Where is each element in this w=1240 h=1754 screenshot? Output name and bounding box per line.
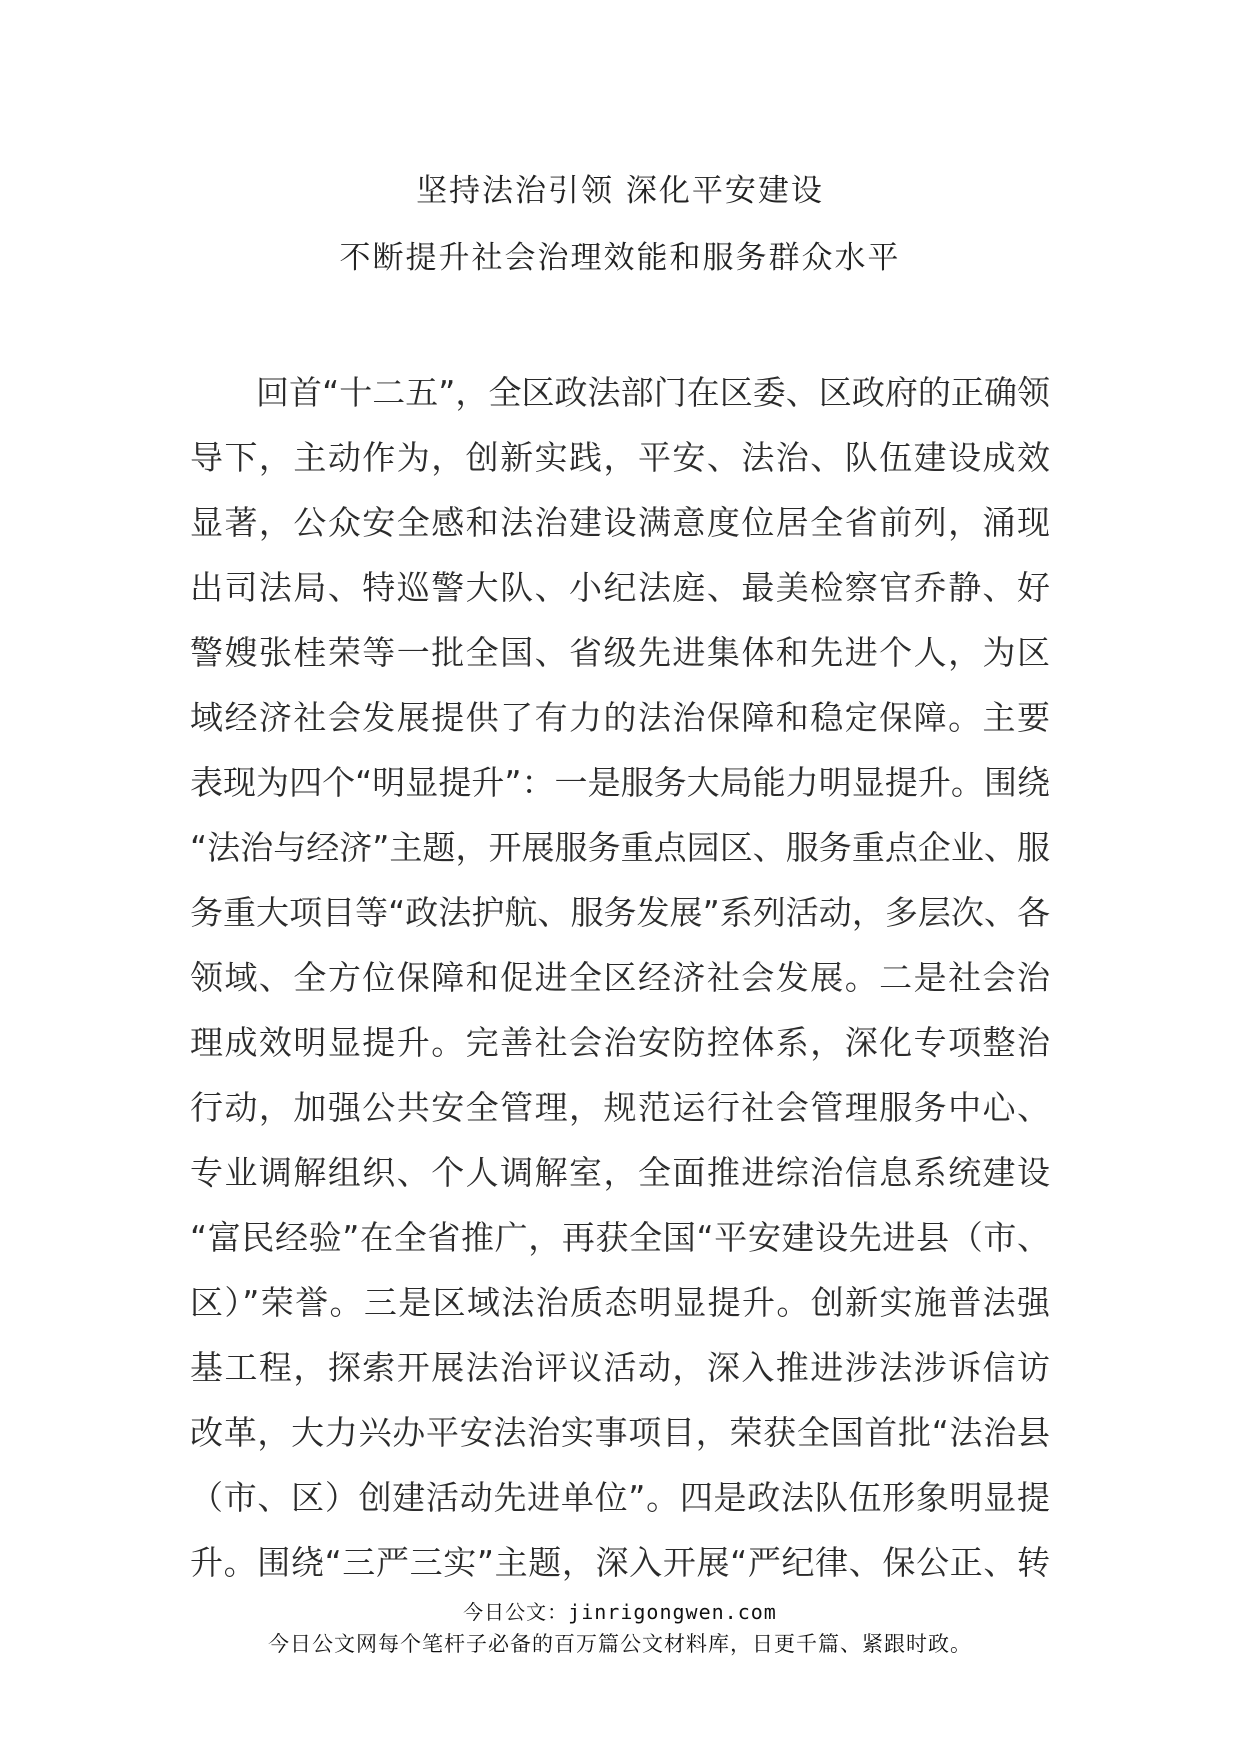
footer-brand-label: 今日公文： bbox=[463, 1600, 569, 1624]
document-title-line-2: 不断提升社会治理效能和服务群众水平 bbox=[339, 240, 901, 276]
body-line: 基工程，探索开展法治评议活动，深入推进涉法涉诉信访 bbox=[190, 1348, 1050, 1387]
body-line: 回首“十二五”，全区政法部门在区委、区政府的正确领 bbox=[256, 373, 1050, 412]
body-line: 警嫂张桂荣等一批全国、省级先进集体和先进个人，为区 bbox=[190, 633, 1050, 672]
body-line: 升。围绕“三严三实”主题，深入开展“严纪律、保公正、转 bbox=[190, 1543, 1050, 1582]
body-line: 行动，加强公共安全管理，规范运行社会管理服务中心、 bbox=[190, 1088, 1050, 1127]
footer-slogan: 今日公文网每个笔杆子必备的百万篇公文材料库，日更千篇、紧跟时政。 bbox=[268, 1632, 972, 1656]
document-title-line-1: 坚持法治引领 深化平安建设 bbox=[416, 173, 824, 209]
body-line: “富民经验”在全省推广，再获全国“平安建设先进县（市、 bbox=[190, 1218, 1050, 1257]
body-line: 表现为四个“明显提升”：一是服务大局能力明显提升。围绕 bbox=[190, 763, 1050, 802]
body-line: 理成效明显提升。完善社会治安防控体系，深化专项整治 bbox=[190, 1023, 1050, 1062]
body-line: 导下，主动作为，创新实践，平安、法治、队伍建设成效 bbox=[190, 438, 1050, 477]
body-line: 出司法局、特巡警大队、小纪法庭、最美检察官乔静、好 bbox=[190, 568, 1050, 607]
body-line: （市、区）创建活动先进单位”。四是政法队伍形象明显提 bbox=[190, 1478, 1050, 1517]
body-line: 专业调解组织、个人调解室，全面推进综治信息系统建设 bbox=[190, 1153, 1050, 1192]
body-line: “法治与经济”主题，开展服务重点园区、服务重点企业、服 bbox=[190, 828, 1050, 867]
body-line: 改革，大力兴办平安法治实事项目，荣获全国首批“法治县 bbox=[190, 1413, 1050, 1452]
body-line: 务重大项目等“政法护航、服务发展”系列活动，多层次、各 bbox=[190, 893, 1050, 932]
footer-brand bbox=[0, 1596, 1240, 1625]
body-line: 域经济社会发展提供了有力的法治保障和稳定保障。主要 bbox=[190, 698, 1050, 737]
body-line: 领域、全方位保障和促进全区经济社会发展。二是社会治 bbox=[190, 958, 1050, 997]
body-line: 显著，公众安全感和法治建设满意度位居全省前列，涌现 bbox=[190, 503, 1050, 542]
body-line: 区）”荣誉。三是区域法治质态明显提升。创新实施普法强 bbox=[190, 1283, 1050, 1322]
footer-brand-url[interactable]: jinrigongwen.com bbox=[568, 1600, 777, 1624]
document-body bbox=[190, 360, 1050, 1595]
